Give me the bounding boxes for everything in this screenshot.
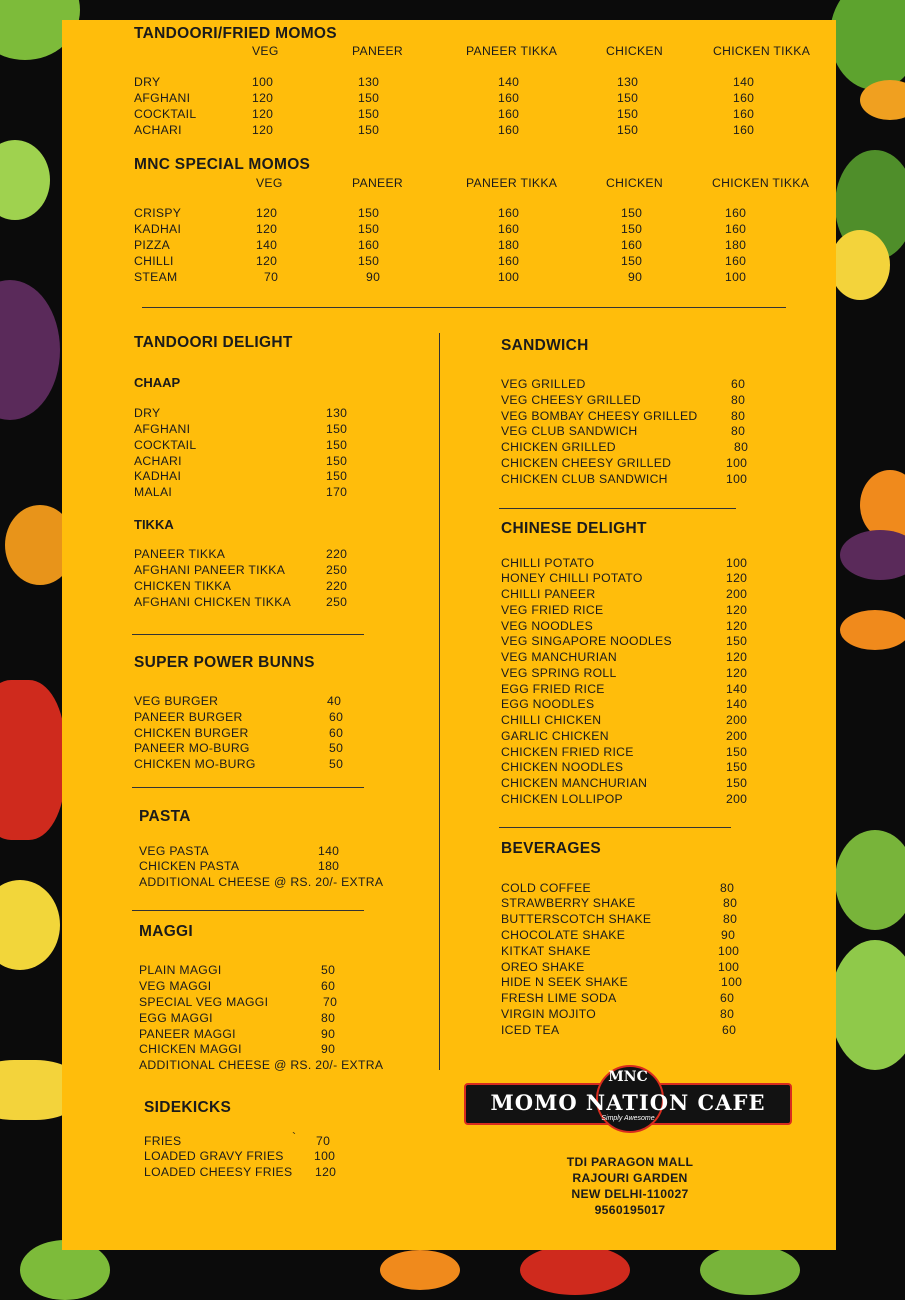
- menu-item-price: 60: [731, 377, 746, 391]
- momo-row-name: AFGHANI: [134, 91, 191, 105]
- price-cell: 160: [725, 222, 747, 236]
- menu-item-price: 130: [326, 406, 348, 420]
- menu-item-name: AFGHANI CHICKEN TIKKA: [134, 595, 292, 609]
- menu-item-name: COCKTAIL: [134, 438, 197, 452]
- menu-item-price: 150: [326, 438, 348, 452]
- menu-item-price: 90: [321, 1027, 336, 1041]
- decor-chili-bottom: [520, 1245, 630, 1295]
- divider-left-1: [132, 634, 364, 635]
- address-line-1: TDI PARAGON MALL: [566, 1155, 694, 1169]
- price-cell: 120: [252, 91, 274, 105]
- menu-item-name: VEG MANCHURIAN: [501, 650, 617, 664]
- menu-item-price: 50: [321, 963, 336, 977]
- col-paneer: PANEER: [352, 44, 404, 58]
- menu-item-price: 200: [726, 729, 748, 743]
- price-cell: 160: [498, 107, 520, 121]
- price-cell: 120: [252, 123, 274, 137]
- price-cell: 130: [358, 75, 380, 89]
- menu-item-price: 80: [731, 393, 746, 407]
- menu-item-name: VEG MAGGI: [139, 979, 212, 993]
- col-paneer-tikka: PANEER TIKKA: [466, 44, 558, 58]
- menu-item-price: 200: [726, 792, 748, 806]
- menu-item-price: 100: [726, 556, 748, 570]
- menu-item-name: PANEER TIKKA: [134, 547, 226, 561]
- price-cell: 150: [358, 91, 380, 105]
- menu-item-price: 150: [326, 422, 348, 436]
- menu-item-price: 120: [726, 571, 748, 585]
- col-veg: VEG: [252, 44, 279, 58]
- menu-item-name: CHICKEN MAGGI: [139, 1042, 242, 1056]
- price-cell: 70: [264, 270, 279, 284]
- momo-row-name: KADHAI: [134, 222, 182, 236]
- decor-chili-left: [0, 680, 65, 840]
- menu-item-name: EGG MAGGI: [139, 1011, 213, 1025]
- price-cell: 160: [498, 222, 520, 236]
- logo-name-text: MOMO NATION CAFE: [490, 1090, 766, 1115]
- menu-item-price: 120: [315, 1165, 337, 1179]
- price-cell: 90: [366, 270, 381, 284]
- menu-item-name: VEG GRILLED: [501, 377, 586, 391]
- menu-item-price: 80: [734, 440, 749, 454]
- price-cell: 150: [358, 206, 380, 220]
- menu-item-price: 60: [720, 991, 735, 1005]
- menu-item-price: 140: [726, 697, 748, 711]
- decor-lettuce-right: [835, 830, 905, 930]
- menu-item-price: 100: [726, 456, 748, 470]
- menu-item-name: FRIES: [144, 1134, 182, 1148]
- menu-item-name: CHICKEN LOLLIPOP: [501, 792, 623, 806]
- menu-item-name: CHICKEN MANCHURIAN: [501, 776, 648, 790]
- menu-item-name: VEG SINGAPORE NOODLES: [501, 634, 672, 648]
- divider-top: [142, 307, 786, 308]
- menu-item-price: 80: [723, 896, 738, 910]
- menu-item-price: 150: [326, 469, 348, 483]
- tandoori-delight-title: TANDOORI DELIGHT: [134, 334, 293, 351]
- chinese-delight-title: CHINESE DELIGHT: [501, 520, 647, 537]
- super-power-bunns-title: SUPER POWER BUNNS: [134, 654, 315, 671]
- divider-right-2: [499, 827, 731, 828]
- sidekicks-title: SIDEKICKS: [144, 1099, 232, 1116]
- menu-item-name: HIDE N SEEK SHAKE: [501, 975, 629, 989]
- pasta-note: ADDITIONAL CHEESE @ RS. 20/- EXTRA: [139, 875, 384, 889]
- menu-item-name: PANEER BURGER: [134, 710, 243, 724]
- decor-carrot-bottom: [380, 1250, 460, 1290]
- sandwich-title: SANDWICH: [501, 337, 589, 354]
- price-cell: 150: [617, 107, 639, 121]
- address-line-3: NEW DELHI-110027: [571, 1187, 689, 1201]
- col-veg: VEG: [256, 176, 283, 190]
- price-cell: 150: [621, 254, 643, 268]
- menu-item-name: SPECIAL VEG MAGGI: [139, 995, 269, 1009]
- menu-item-name: CHILLI PANEER: [501, 587, 596, 601]
- menu-item-name: CHICKEN CLUB SANDWICH: [501, 472, 668, 486]
- col-chicken-tikka: CHICKEN TIKKA: [712, 176, 810, 190]
- price-cell: 160: [498, 206, 520, 220]
- menu-item-price: 90: [321, 1042, 336, 1056]
- price-cell: 130: [617, 75, 639, 89]
- menu-item-price: 90: [721, 928, 736, 942]
- decor-lemon-left: [0, 880, 60, 970]
- menu-item-name: VEG PASTA: [139, 844, 209, 858]
- price-cell: 150: [617, 91, 639, 105]
- menu-item-name: KITKAT SHAKE: [501, 944, 591, 958]
- decor-eggplant-right: [840, 530, 905, 580]
- momo-row-name: CHILLI: [134, 254, 174, 268]
- momo-row-name: ACHARI: [134, 123, 182, 137]
- price-cell: 150: [358, 222, 380, 236]
- price-cell: 160: [621, 238, 643, 252]
- price-cell: 150: [617, 123, 639, 137]
- logo-mnc-text: MNC: [608, 1069, 648, 1085]
- menu-item-name: PANEER MO-BURG: [134, 741, 250, 755]
- column-divider: [439, 333, 440, 1070]
- menu-item-price: 100: [718, 960, 740, 974]
- menu-item-price: 60: [722, 1023, 737, 1037]
- cafe-logo: [464, 1069, 792, 1125]
- menu-item-name: COLD COFFEE: [501, 881, 591, 895]
- momo-row-name: STEAM: [134, 270, 178, 284]
- menu-item-name: CHICKEN PASTA: [139, 859, 240, 873]
- menu-item-price: 80: [720, 1007, 735, 1021]
- menu-item-price: 180: [318, 859, 340, 873]
- menu-item-name: GARLIC CHICKEN: [501, 729, 609, 743]
- menu-item-name: MALAI: [134, 485, 173, 499]
- price-cell: 150: [621, 206, 643, 220]
- phone-number: 9560195017: [594, 1203, 666, 1217]
- momo-row-name: CRISPY: [134, 206, 182, 220]
- price-cell: 140: [733, 75, 755, 89]
- menu-item-name: EGG NOODLES: [501, 697, 595, 711]
- price-cell: 180: [498, 238, 520, 252]
- menu-item-name: AFGHANI PANEER TIKKA: [134, 563, 286, 577]
- menu-item-price: 70: [323, 995, 338, 1009]
- divider-left-3: [132, 910, 364, 911]
- menu-item-name: KADHAI: [134, 469, 182, 483]
- menu-item-name: CHILLI POTATO: [501, 556, 595, 570]
- price-cell: 180: [725, 238, 747, 252]
- menu-item-price: 60: [329, 710, 344, 724]
- menu-item-price: 80: [731, 424, 746, 438]
- menu-item-price: 120: [726, 619, 748, 633]
- price-cell: 160: [498, 123, 520, 137]
- decor-carrot-right-low: [840, 610, 905, 650]
- menu-item-name: CHICKEN BURGER: [134, 726, 249, 740]
- menu-item-name: VEG CLUB SANDWICH: [501, 424, 638, 438]
- menu-item-price: 220: [326, 579, 348, 593]
- menu-item-name: CHOCOLATE SHAKE: [501, 928, 626, 942]
- menu-item-name: FRESH LIME SODA: [501, 991, 617, 1005]
- price-cell: 120: [256, 222, 278, 236]
- menu-item-price: 140: [726, 682, 748, 696]
- col-paneer: PANEER: [352, 176, 404, 190]
- logo-tagline: Simply Awesome: [601, 1115, 655, 1122]
- menu-item-name: ACHARI: [134, 454, 182, 468]
- menu-item-price: 60: [329, 726, 344, 740]
- momo-row-name: PIZZA: [134, 238, 171, 252]
- maggi-note: ADDITIONAL CHEESE @ RS. 20/- EXTRA: [139, 1058, 384, 1072]
- menu-item-price: 140: [318, 844, 340, 858]
- menu-item-price: 100: [718, 944, 740, 958]
- menu-item-price: 170: [326, 485, 348, 499]
- menu-item-price: 150: [726, 776, 748, 790]
- col-chicken: CHICKEN: [606, 44, 663, 58]
- price-cell: 90: [628, 270, 643, 284]
- menu-item-name: EGG FRIED RICE: [501, 682, 605, 696]
- menu-item-name: AFGHANI: [134, 422, 191, 436]
- menu-item-name: OREO SHAKE: [501, 960, 585, 974]
- col-paneer-tikka: PANEER TIKKA: [466, 176, 558, 190]
- menu-item-name: ICED TEA: [501, 1023, 560, 1037]
- price-cell: 120: [252, 107, 274, 121]
- menu-item-name: PANEER MAGGI: [139, 1027, 236, 1041]
- beverages-title: BEVERAGES: [501, 840, 602, 857]
- menu-item-name: VIRGIN MOJITO: [501, 1007, 597, 1021]
- menu-item-name: VEG CHEESY GRILLED: [501, 393, 641, 407]
- menu-item-price: 200: [726, 587, 748, 601]
- price-cell: 100: [725, 270, 747, 284]
- price-cell: 140: [498, 75, 520, 89]
- menu-item-price: 120: [726, 650, 748, 664]
- decor-pepper-top-right: [830, 0, 905, 90]
- menu-item-price: 100: [726, 472, 748, 486]
- divider-left-2: [132, 787, 364, 788]
- maggi-title: MAGGI: [139, 923, 194, 940]
- menu-item-name: CHICKEN TIKKA: [134, 579, 232, 593]
- menu-item-name: CHICKEN NOODLES: [501, 760, 624, 774]
- price-cell: 120: [256, 206, 278, 220]
- price-cell: 160: [733, 107, 755, 121]
- stray-mark: `: [292, 1130, 297, 1144]
- menu-item-price: 80: [731, 409, 746, 423]
- menu-item-price: 250: [326, 595, 348, 609]
- menu-item-name: PLAIN MAGGI: [139, 963, 222, 977]
- tandoori-fried-momos-title: TANDOORI/FRIED MOMOS: [134, 25, 337, 42]
- price-cell: 120: [256, 254, 278, 268]
- menu-item-name: VEG BURGER: [134, 694, 219, 708]
- price-cell: 150: [621, 222, 643, 236]
- menu-item-price: 120: [726, 603, 748, 617]
- menu-item-price: 120: [726, 666, 748, 680]
- menu-item-name: CHICKEN FRIED RICE: [501, 745, 634, 759]
- price-cell: 160: [358, 238, 380, 252]
- col-chicken: CHICKEN: [606, 176, 663, 190]
- price-cell: 160: [498, 254, 520, 268]
- chaap-subtitle: CHAAP: [134, 375, 181, 390]
- price-cell: 160: [498, 91, 520, 105]
- menu-item-name: BUTTERSCOTCH SHAKE: [501, 912, 652, 926]
- menu-item-price: 70: [316, 1134, 331, 1148]
- menu-item-name: CHILLI CHICKEN: [501, 713, 602, 727]
- menu-item-name: VEG BOMBAY CHEESY GRILLED: [501, 409, 698, 423]
- price-cell: 100: [252, 75, 274, 89]
- address-line-2: RAJOURI GARDEN: [572, 1171, 688, 1185]
- menu-item-name: VEG SPRING ROLL: [501, 666, 617, 680]
- price-cell: 100: [498, 270, 520, 284]
- menu-item-price: 80: [720, 881, 735, 895]
- menu-item-price: 100: [721, 975, 743, 989]
- menu-item-price: 60: [321, 979, 336, 993]
- tikka-subtitle: TIKKA: [134, 517, 174, 532]
- mnc-special-momos-title: MNC SPECIAL MOMOS: [134, 156, 311, 173]
- decor-lemon-right: [830, 230, 890, 300]
- pasta-title: PASTA: [139, 808, 191, 825]
- divider-right-1: [499, 508, 736, 509]
- price-cell: 160: [733, 91, 755, 105]
- menu-item-name: CHICKEN MO-BURG: [134, 757, 256, 771]
- price-cell: 160: [733, 123, 755, 137]
- menu-item-name: VEG NOODLES: [501, 619, 594, 633]
- menu-panel: [62, 20, 836, 1250]
- menu-item-price: 40: [327, 694, 342, 708]
- menu-item-name: CHICKEN CHEESY GRILLED: [501, 456, 672, 470]
- price-cell: 150: [358, 123, 380, 137]
- menu-item-price: 150: [726, 760, 748, 774]
- menu-item-price: 150: [726, 634, 748, 648]
- menu-item-price: 50: [329, 757, 344, 771]
- decor-lime-left: [0, 140, 50, 220]
- menu-item-price: 200: [726, 713, 748, 727]
- decor-carrot-right: [860, 80, 905, 120]
- menu-item-name: DRY: [134, 406, 161, 420]
- menu-item-name: CHICKEN GRILLED: [501, 440, 616, 454]
- menu-item-name: STRAWBERRY SHAKE: [501, 896, 636, 910]
- menu-item-price: 80: [723, 912, 738, 926]
- menu-item-price: 250: [326, 563, 348, 577]
- momo-row-name: COCKTAIL: [134, 107, 197, 121]
- menu-item-name: LOADED CHEESY FRIES: [144, 1165, 293, 1179]
- decor-leaf-bottom-right: [700, 1245, 800, 1295]
- price-cell: 160: [725, 206, 747, 220]
- col-chicken-tikka: CHICKEN TIKKA: [713, 44, 811, 58]
- menu-item-name: HONEY CHILLI POTATO: [501, 571, 643, 585]
- decor-cabbage-bottom-right: [830, 940, 905, 1070]
- price-cell: 140: [256, 238, 278, 252]
- menu-item-price: 50: [329, 741, 344, 755]
- momo-row-name: DRY: [134, 75, 161, 89]
- menu-item-price: 80: [321, 1011, 336, 1025]
- menu-item-name: LOADED GRAVY FRIES: [144, 1149, 284, 1163]
- menu-item-price: 150: [726, 745, 748, 759]
- decor-eggplant-left: [0, 280, 60, 420]
- menu-item-name: VEG FRIED RICE: [501, 603, 604, 617]
- menu-item-price: 150: [326, 454, 348, 468]
- price-cell: 150: [358, 254, 380, 268]
- menu-item-price: 100: [314, 1149, 336, 1163]
- price-cell: 150: [358, 107, 380, 121]
- menu-item-price: 220: [326, 547, 348, 561]
- price-cell: 160: [725, 254, 747, 268]
